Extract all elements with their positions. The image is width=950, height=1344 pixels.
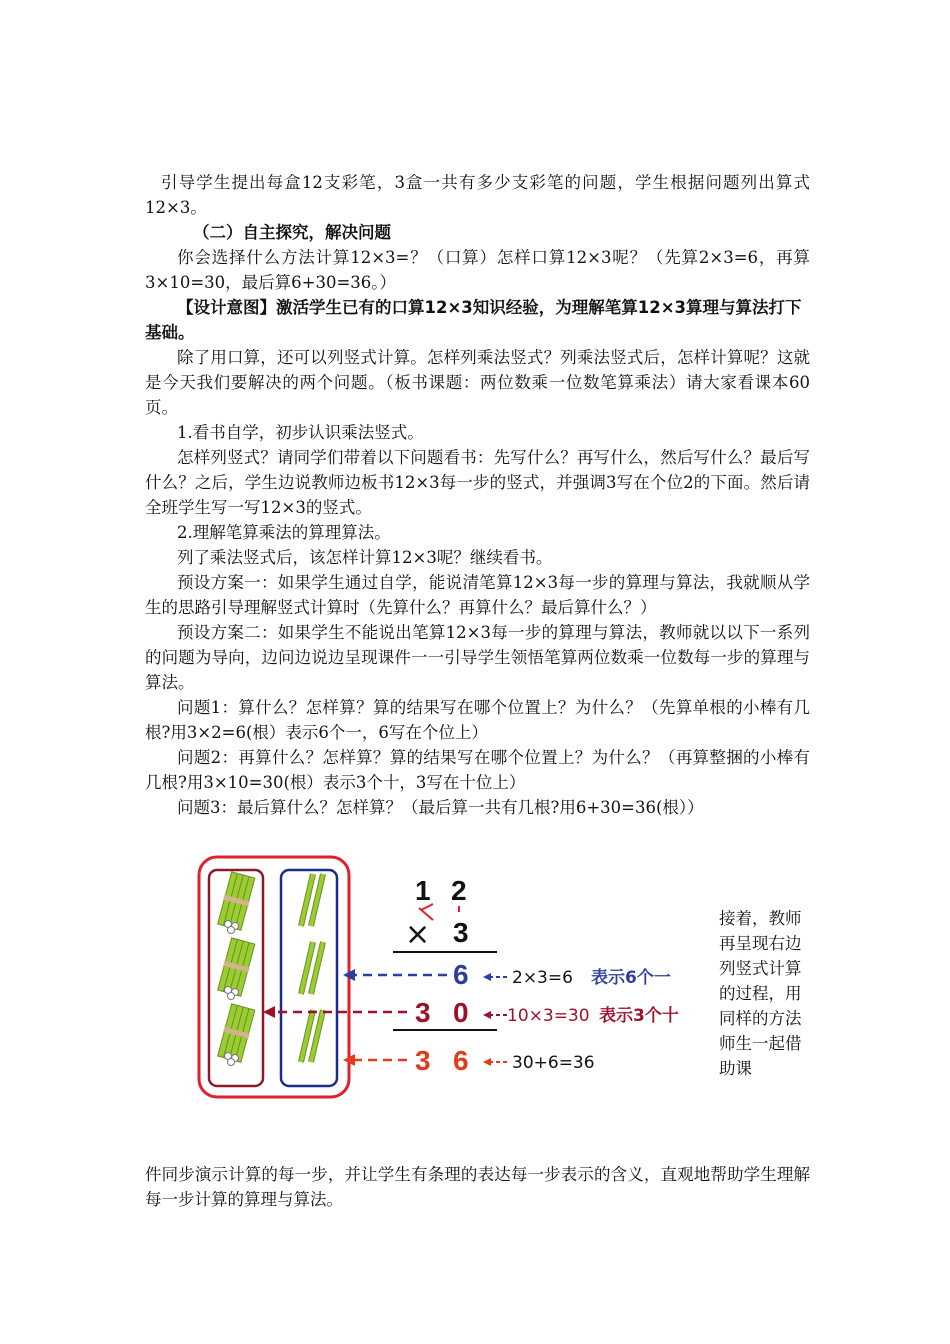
paragraph-tail: 件同步演示计算的每一步，并让学生有条理的表达每一步表示的含义，直观地帮助学生理解每一步计算的算理与算法。 (145, 1165, 810, 1209)
section-heading: （二）自主探究，解决问题 (193, 223, 391, 242)
result-3: 3 (415, 1045, 431, 1076)
question-1: 问题1：算什么？怎样算？算的结果写在哪个位置上？为什么？（先算单根的小棒有几根?用3×2=6(根）表示6个一，6写在个位上） (145, 698, 810, 742)
digit-2: 2 (451, 875, 467, 906)
single-sticks (301, 1010, 323, 1062)
document-page (145, 170, 810, 1212)
paragraph-plan2: 预设方案二：如果学生不能说出笔算12×3每一步的算理与算法，教师就以以下一系列的问题为导向，边问边说边呈现课件一一引导学生领悟笔算两位数乘一位数每一步的算理与算法。 (145, 623, 810, 692)
stick-bundle (217, 872, 256, 934)
paragraph-intro: 引导学生提出每盒12支彩笔，3盒一共有多少支彩笔的问题，学生根据问题列出算式12×3。 (145, 173, 810, 217)
multiplication-figure (197, 852, 697, 1112)
design-intent: 【设计意图】激活学生已有的口算12×3知识经验，为理解笔算12×3算理与算法打下基础。 (145, 298, 802, 342)
paragraph-vertical: 除了用口算，还可以列竖式计算。怎样列乘法竖式？列乘法竖式后，怎样计算呢？这就是今天我们要解决的两个问题。（板书课题：两位数乘一位数笔算乘法）请大家看课本60页。 (145, 348, 810, 417)
paragraph-oral: 你会选择什么方法计算12×3=？（口算）怎样口算12×3呢？（先算2×3=6，再算3×10=30，最后算6+30=36。） (145, 248, 810, 292)
question-3: 问题3：最后算什么？怎样算？（最后算一共有几根?用6+30=36(根）） (177, 798, 704, 817)
result-6: 6 (453, 1045, 469, 1076)
paragraph-step2: 2.理解笔算乘法的算理算法。 (177, 523, 391, 542)
question-2: 问题2：再算什么？怎样算？算的结果写在哪个位置上？为什么？（再算整捆的小棒有几根?用3×10=30(根）表示3个十，3写在十位上） (145, 748, 810, 792)
multiplier-digit: 3 (453, 917, 469, 948)
times-sign: × (405, 917, 431, 952)
paragraph-continue: 列了乘法竖式后，该怎样计算12×3呢？继续看书。 (177, 548, 553, 567)
single-sticks (301, 942, 323, 994)
side-paragraph: 接着，教师再呈现右边列竖式计算的过程，用同样的方法师生一起借助课 (719, 909, 802, 1078)
paragraph-plan1: 预设方案一：如果学生通过自学，能说清笔算12×3每一步的算理与算法，我就顺从学生的思路引导理解竖式计算时（先算什么？再算什么？最后算什么？） (145, 573, 810, 617)
equation-tens: 10×3=30 (507, 1006, 590, 1026)
partial-ones-digit: 6 (453, 959, 469, 990)
single-sticks (301, 874, 323, 926)
partial-tens-0: 0 (453, 997, 469, 1028)
stick-bundle (217, 938, 256, 1000)
stick-bundle (217, 1004, 256, 1066)
equation-sum: 30+6=36 (512, 1053, 595, 1073)
equation-ones-note: 表示6个一 (591, 968, 671, 988)
digit-1: 1 (415, 875, 431, 906)
paragraph-howto: 怎样列竖式？请同学们带着以下问题看书：先写什么？再写什么，然后写什么？最后写什么？之后，学生边说教师边板书12×3每一步的竖式，并强调3写在个位2的下面。然后请全班学生写一写12×3的竖式。 (145, 448, 810, 517)
paragraph-step1: 1.看书自学，初步认识乘法竖式。 (177, 423, 424, 442)
figure-row (145, 832, 810, 1162)
equation-tens-note: 表示3个十 (599, 1006, 679, 1026)
partial-tens-3: 3 (415, 997, 431, 1028)
equation-ones: 2×3=6 (512, 968, 573, 988)
